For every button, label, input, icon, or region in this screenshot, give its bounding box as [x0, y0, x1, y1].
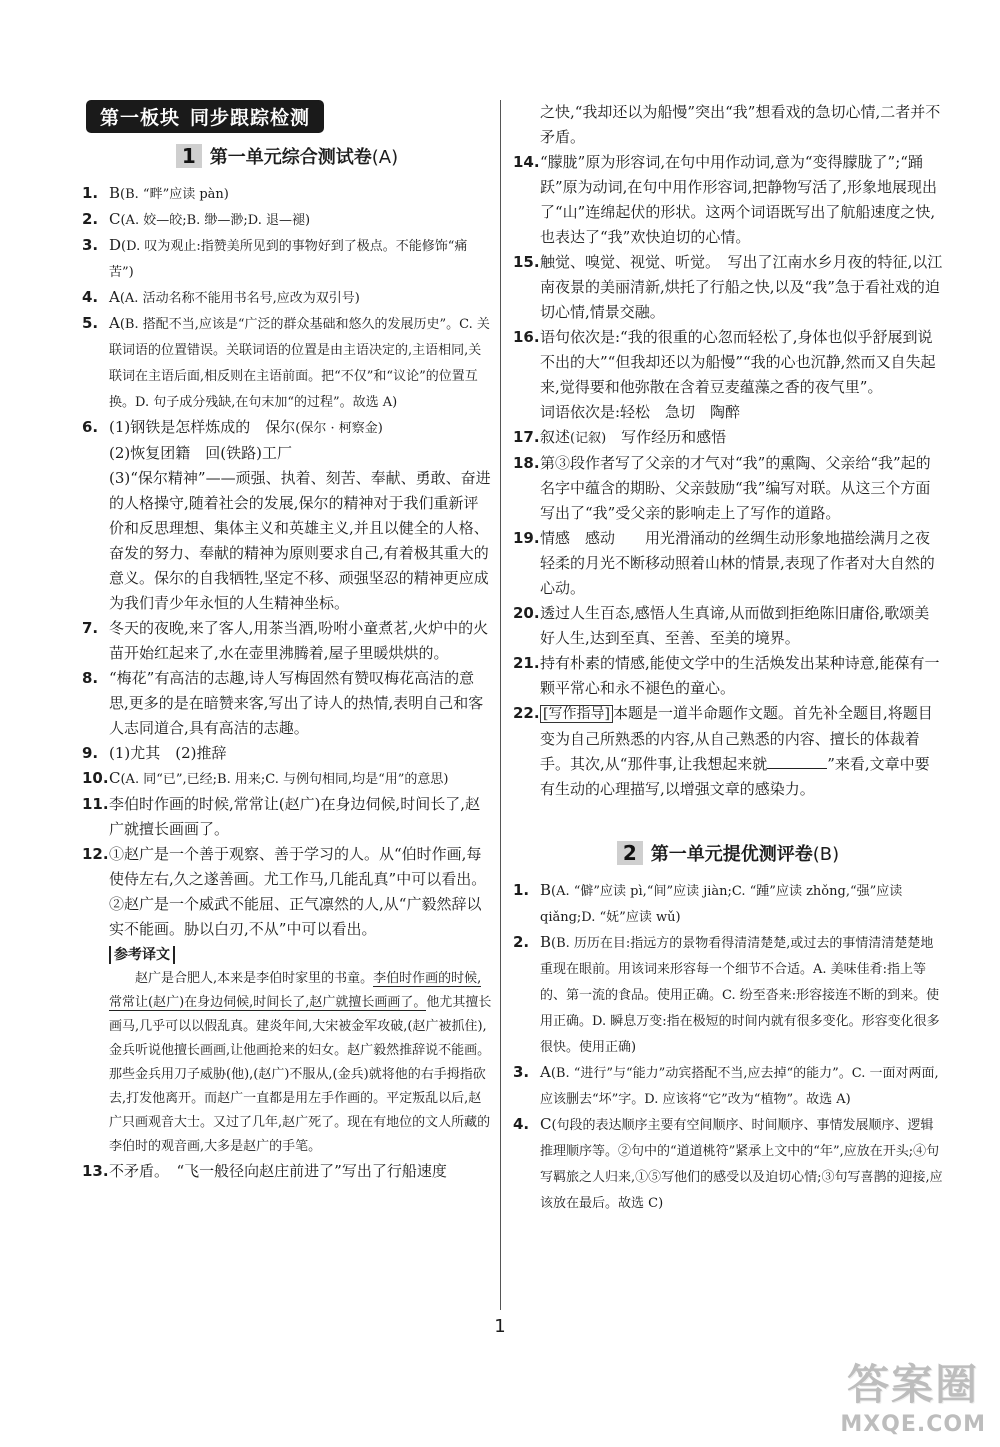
answer-item: (3)“保尔精神”——顽强、执着、刻苦、奉献、勇敢、奋进的人格操守,随着社会的发展,保尔的精神对于我们重新评价和反思理想、集体主义和英雄主义,并且以健全的人格、奋发的努力、奉献的精神为原则要求自己,有着极其重大的意义。保尔的自我牺牲,坚定不移、顽强坚忍的精神更应成为我们青少年永恒的人生精神坐标。 — [109, 469, 491, 612]
section-a-number: 1 — [176, 144, 202, 168]
answer-list-b — [513, 878, 943, 1216]
section-banner — [86, 100, 324, 133]
answer-item: 1. B(B. “畔”应读 pàn) — [82, 184, 229, 202]
reference-translation — [82, 942, 492, 1159]
section-b-title-text: 第一单元提优测评卷 — [650, 844, 813, 865]
answer-item: 18. 第③段作者写了父亲的才气对“我”的熏陶、父亲给“我”起的名字中蕴含的期盼、父亲鼓励“我”编写对联。从这三个方面写出了“我”受父亲的影响走上了写作的道路。 — [513, 454, 931, 522]
section-b-number: 2 — [617, 841, 643, 865]
section-a-title-text: 第一单元综合测试卷 — [209, 147, 372, 168]
banner-part1: 第一板块 — [100, 107, 181, 129]
answer-item: 8. “梅花”有高洁的志趣,诗人写梅固然有赞叹梅花高洁的意思,更多的是在暗赞来客,写出了诗人的热情,表明自己和客人志同道合,具有高洁的志趣。 — [82, 669, 484, 737]
answer-item: 13. 不矛盾。 “飞一般径向赵庄前进了”写出了行船速度 — [82, 1162, 447, 1180]
answer-item: 21. 持有朴素的情感,能使文学中的生活焕发出某种诗意,能葆有一颗平常心和永不褪色的童心。 — [513, 654, 940, 697]
answer-item: 4. A(A. 活动名称不能用书名号,应改为双引号) — [82, 288, 360, 306]
answer-item: 词语依次是:轻松 急切 陶醉 — [540, 403, 741, 421]
banner-part2: 同步跟踪检测 — [190, 107, 311, 129]
answer-item: 1. B(A. “僻”应读 pì,“间”应读 jiàn;C. “踵”应读 zhǒng,“强”应读 qiǎng;D. “妩”应读 wǔ) — [513, 881, 903, 925]
answer-item: 10. C(A. 同“已”,已经;B. 用来;C. 与例句相同,均是“用”的意思) — [82, 769, 449, 787]
answer-item: 6. (1)钢铁是怎样炼成的 保尔(保尔 · 柯察金) — [82, 418, 383, 436]
left-column — [82, 100, 492, 1184]
answer-item: 16. 语句依次是:“我的很重的心忽而轻松了,身体也似乎舒展到说不出的大”“但我却还以为船慢”“我的心也沉静,然而又自失起来,觉得要和他弥散在含着豆麦蕴藻之香的夜气里”。 — [513, 328, 936, 396]
answer-item: (2)恢复团籍 回(铁路)工厂 — [109, 444, 292, 462]
column-divider — [500, 100, 501, 1310]
underlined-sentence: 李伯时作画的时候,常常让(赵广)在身边伺候,时间长了,赵广就擅长画画了。 — [109, 971, 482, 1010]
reference-label: 参考译文 — [109, 946, 175, 964]
answer-item: 3. A(B. “进行”与“能力”动宾搭配不当,应去掉“的能力”。C. 一面对两面,应该删去“坏”字。D. 应该将“它”改为“植物”。故选 A) — [513, 1063, 939, 1107]
section-b-suffix: (B) — [812, 844, 840, 865]
answer-item: 19. 情感 感动 用光滑涌动的丝绸生动形象地描绘满月之夜轻柔的月光不断移动照着山林的情景,表现了作者对大自然的心动。 — [513, 529, 935, 597]
answer-item: 22. [写作指导] 本题是一道半命题作文题。首先补全题目,将题目变为自己所熟悉的内容,从自己熟悉的内容、擅长的体裁着手。其次,从“那件事,让我想起来就 ”来看,文章中要有生动的心理描写,以增强文章的感染力。 — [513, 704, 933, 798]
answer-item: 3. D(D. 叹为观止:指赞美所见到的事物好到了极点。不能修饰“痛苦”) — [82, 236, 468, 280]
watermark-url: MXQE.COM — [840, 1412, 986, 1437]
section-b-title — [513, 840, 943, 866]
answer-item: 7. 冬天的夜晚,来了客人,用茶当酒,吩咐小童煮茗,火炉中的火苗开始红起来了,水在壶里沸腾着,屋子里暖烘烘的。 — [82, 619, 489, 662]
answer-item: 14. “朦胧”原为形容词,在句中用作动词,意为“变得朦胧了”;“踊跃”原为动词,在句中用作形容词,把静物写活了,形象地展现出了“山”连绵起伏的形状。这两个词语既写出了航船速度之快,也表达了“我”欢快迫切的心情。 — [513, 153, 937, 246]
answer-item: 4. C(句段的表达顺序主要有空间顺序、时间顺序、事情发展顺序、逻辑推理顺序等。②句中的“道道桃符”紧承上文中的“年”,应放在开头;④句写羁旅之人归来,①⑤写他们的感受以及迫切心情;③句写喜鹊的迎接,应该放在最后。故选 C) — [513, 1115, 943, 1211]
page-number: 1 — [494, 1316, 506, 1337]
answer-list-a-cont — [513, 100, 943, 802]
answer-list-a — [82, 181, 492, 1184]
right-column — [513, 100, 943, 1216]
answer-item: 9. (1)尤其 (2)推辞 — [82, 744, 227, 762]
watermark-logo — [840, 1352, 986, 1437]
answer-item: 5. A(B. 搭配不当,应该是“广泛的群众基础和悠久的发展历史”。C. 关联词语的位置错误。关联词语的位置是由主语决定的,主语相同,关联词在主语后面,相反则在主语前面。把“不仅”和“议论”的位置互换。D. 句子成分残缺,在句末加“的过程”。故选 A) — [82, 314, 490, 410]
answer-item: 11. 李伯时作画的时候,常常让(赵广)在身边伺候,时间长了,赵广就擅长画画了。 — [82, 795, 481, 838]
watermark-logo-text: 答案圈 — [847, 1360, 980, 1409]
fill-blank-line — [767, 753, 827, 769]
answer-item: 17. 叙述(记叙) 写作经历和感悟 — [513, 428, 727, 446]
answer-item: 2. C(A. 姣—皎;B. 缈—渺;D. 退—褪) — [82, 210, 311, 228]
answer-item: 之快,“我却还以为船慢”突出“我”想看戏的急切心情,二者并不矛盾。 — [540, 103, 941, 146]
answer-item: 15. 触觉、嗅觉、视觉、听觉。 写出了江南水乡月夜的特征,以江南夜景的美丽清新,烘托了行船之快,以及“我”急于看社戏的迫切心情,情景交融。 — [513, 253, 943, 321]
answer-item: 2. B(B. 历历在目:指远方的景物看得清清楚楚,或过去的事情清清楚楚地重现在眼前。用该词来形容每一个细节不合适。A. 美味佳肴:指上等的、第一流的食品。使用正确。C. 纷至沓来:形容接连不断的到来。使用正确。D. 瞬息万变:指在极短的时间内就有很多变化。形容变化很多很快。使用正确) — [513, 933, 940, 1055]
section-a-title — [82, 143, 492, 169]
reference-text: 赵广是合肥人,本来是李伯时家里的书童。李伯时作画的时候,常常让(赵广)在身边伺候,时间长了,赵广就擅长画画了。他尤其擅长画马,几乎可以以假乱真。建炎年间,大宋被金军攻破,(赵广被抓住),金兵听说他擅长画画,让他画抢来的妇女。赵广毅然推辞说不能画。那些金兵用刀子威胁(他),(赵广)不服从,(金兵)就将他的右手拇指砍去,打发他离开。而赵广一直都是用左手作画的。平定叛乱以后,赵广只画观音大士。又过了几年,赵广死了。现在有地位的文人所藏的李伯时的观音画,大多是赵广的手笔。 — [109, 971, 492, 1154]
writing-guide-tag: [写作指导] — [540, 705, 613, 723]
section-a-suffix: (A) — [371, 147, 399, 168]
answer-item: 20. 透过人生百态,感悟人生真谛,从而做到拒绝陈旧庸俗,歌颂美好人生,达到至真、至善、至美的境界。 — [513, 604, 930, 647]
answer-item: 12. ①赵广是一个善于观察、善于学习的人。从“伯时作画,每使侍左右,久之遂善画。尤工作马,几能乱真”中可以看出。②赵广是一个威武不能屈、正气凛然的人,从“广毅然辞以实不能画。胁以白刃,不从”中可以看出。 — [82, 845, 487, 938]
